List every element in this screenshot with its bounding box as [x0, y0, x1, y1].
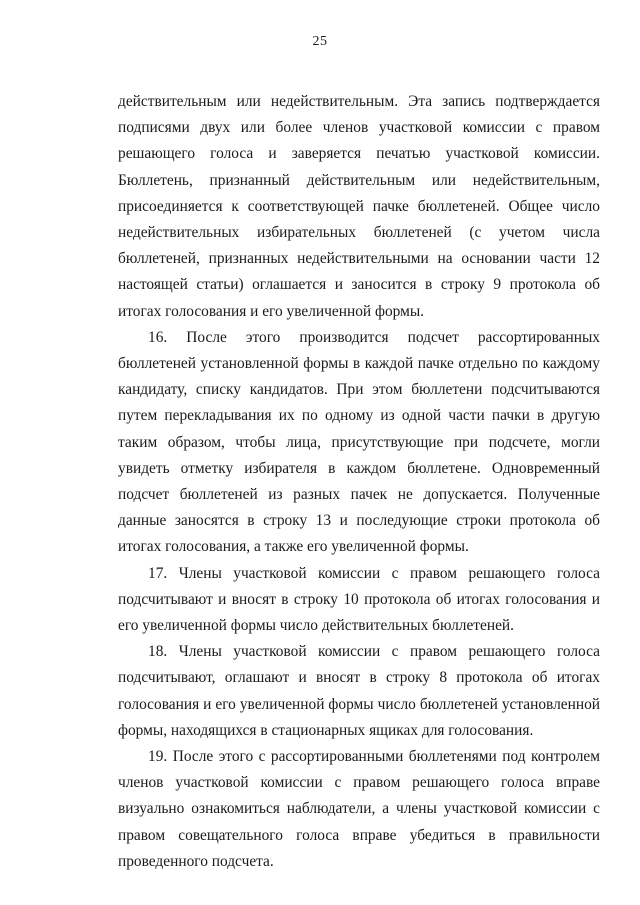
paragraph-18: 18. Члены участковой комиссии с правом решающего голоса подсчитывают, оглашают и вносят в строку 8 протокола об итогах голосования и его увеличенной формы число бюллетеней установленной формы, находящихся в стационарных ящиках для голосования.: [118, 643, 600, 739]
paragraph-continuation: действительным или недействительным. Эта запись подтверждается подписями двух или более членов участковой комиссии с правом решающего голоса и заверяется печатью участковой комиссии. Бюллетень, признанный действительным или недействительным, присоединяется к соответствующей пачке бюллетеней. Общее число недействительных избирательных бюллетеней (с учетом числа бюллетеней, признанных недействительными на основании части 12 настоящей статьи) оглашается и заносится в строку 9 протокола об итогах голосования и его увеличенной формы.: [118, 93, 600, 320]
page-number: 25: [312, 34, 328, 49]
paragraph-17: 17. Члены участковой комиссии с правом решающего голоса подсчитывают и вносят в строку 10 протокола об итогах голосования и его увеличенной формы число действительных бюллетеней.: [118, 564, 600, 635]
paragraph-19: 19. После этого с рассортированными бюллетенями под контролем членов участковой комиссии с правом решающего голоса вправе визуально ознакомиться наблюдатели, а члены участковой комиссии с правом совещательного голоса вправе убедиться в правильности проведенного подсчета.: [118, 748, 600, 870]
paragraph-16: 16. После этого производится подсчет рассортированных бюллетеней установленной формы в каждой пачке отдельно по каждому кандидату, списку кандидатов. При этом бюллетени подсчитываются путем перекладывания их по одному из одной части пачки в другую таким образом, чтобы лица, присутствующие при подсчете, могли увидеть отметку избирателя в каждом бюллетене. Одновременный подсчет бюллетеней из разных пачек не допускается. Полученные данные заносятся в строку 13 и последующие строки протокола об итогах голосования, а также его увеличенной формы.: [118, 328, 600, 556]
document-body: [118, 89, 600, 875]
